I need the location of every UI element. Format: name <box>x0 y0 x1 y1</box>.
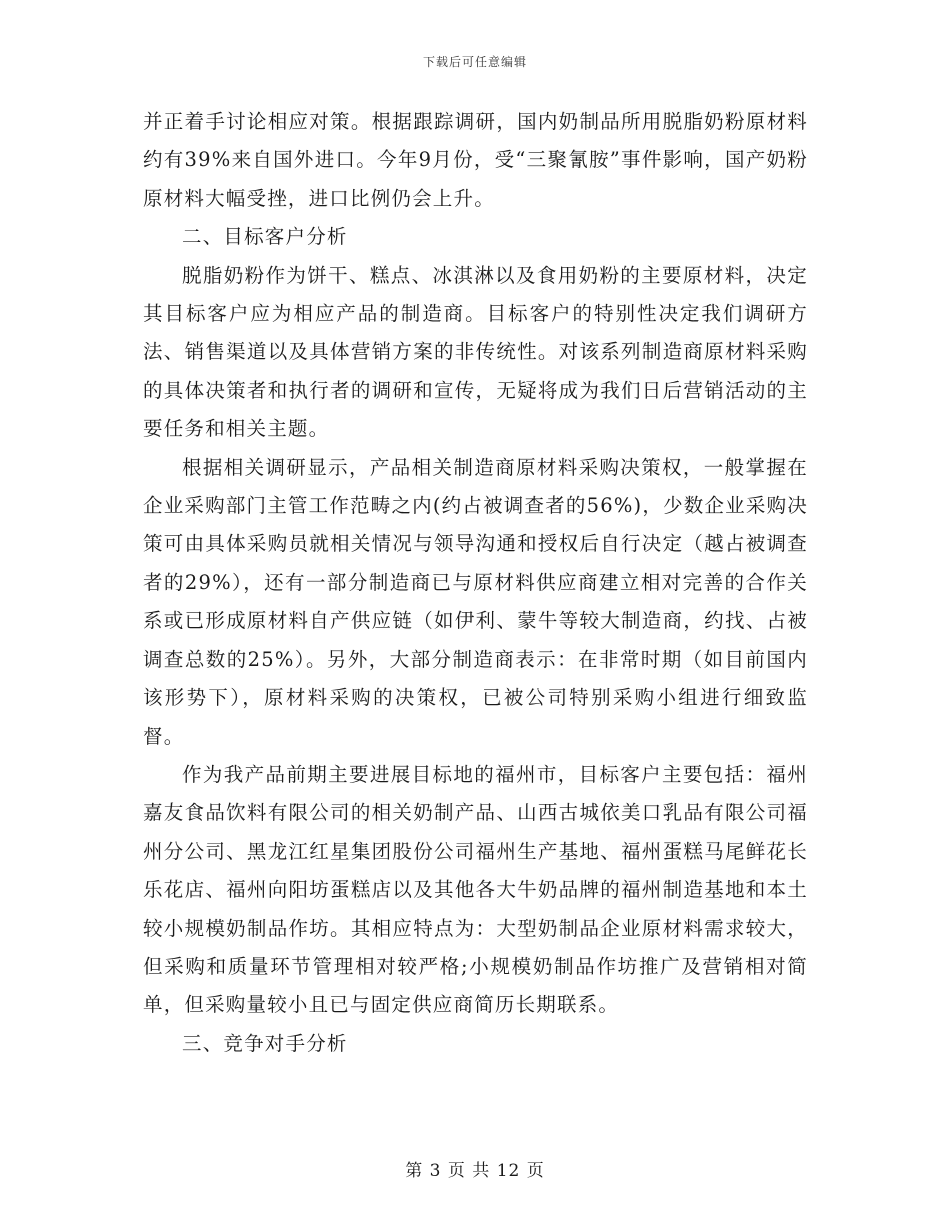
section-heading-competitors: 三、竞争对手分析 <box>182 1031 348 1055</box>
paragraph-fuzhou-customers: 作为我产品前期主要进展目标地的福州市，目标客户主要包括：福州嘉友食品饮料有限公司的相关奶制产品、山西古城依美口乳品有限公司福州分公司、黑龙江红星集团股份公司福州生产基地、福州蛋糕马尾鲜花长乐花店、福州向阳坊蛋糕店以及其他各大牛奶品牌的福州制造基地和本土较小规模奶制品作坊。其相应特点为：大型奶制品企业原材料需求较大，但采购和质量环节管理相对较严格;小规模奶制品作坊推广及营销相对简单，但采购量较小且已与固定供应商简历长期联系。 <box>143 762 808 1017</box>
section-heading-target-customers: 二、目标客户分析 <box>182 225 348 249</box>
document-body <box>143 103 808 1063</box>
paragraph-survey-results: 根据相关调研显示，产品相关制造商原材料采购决策权，一般掌握在企业采购部门主管工作范畴之内(约占被调查者的56%)，少数企业采购决策可由具体采购员就相关情况与领导沟通和授权后自行决定（越占被调查者的29%），还有一部分制造商已与原材料供应商建立相对完善的合作关系或已形成原材料自产供应链（如伊利、蒙牛等较大制造商，约找、占被调查总数的25%）。另外，大部分制造商表示：在非常时期（如目前国内该形势下），原材料采购的决策权，已被公司特别采购小组进行细致监督。 <box>143 455 808 748</box>
paragraph-continuation: 并正着手讨论相应对策。根据跟踪调研，国内奶制品所用脱脂奶粉原材料约有39%来自国外进口。今年9月份，受“三聚氰胺”事件影响，国产奶粉原材料大幅受挫，进口比例仍会上升。 <box>143 110 808 210</box>
paragraph-target-customers: 脱脂奶粉作为饼干、糕点、冰淇淋以及食用奶粉的主要原材料，决定其目标客户应为相应产品的制造商。目标客户的特别性决定我们调研方法、销售渠道以及具体营销方案的非传统性。对该系列制造商原材料采购的具体决策者和执行者的调研和宣传，无疑将成为我们日后营销活动的主要任务和相关主题。 <box>143 263 808 441</box>
page-header: 下载后可任意编辑 <box>422 55 527 69</box>
page-number-footer: 第 3 页 共 12 页 <box>405 1161 545 1181</box>
